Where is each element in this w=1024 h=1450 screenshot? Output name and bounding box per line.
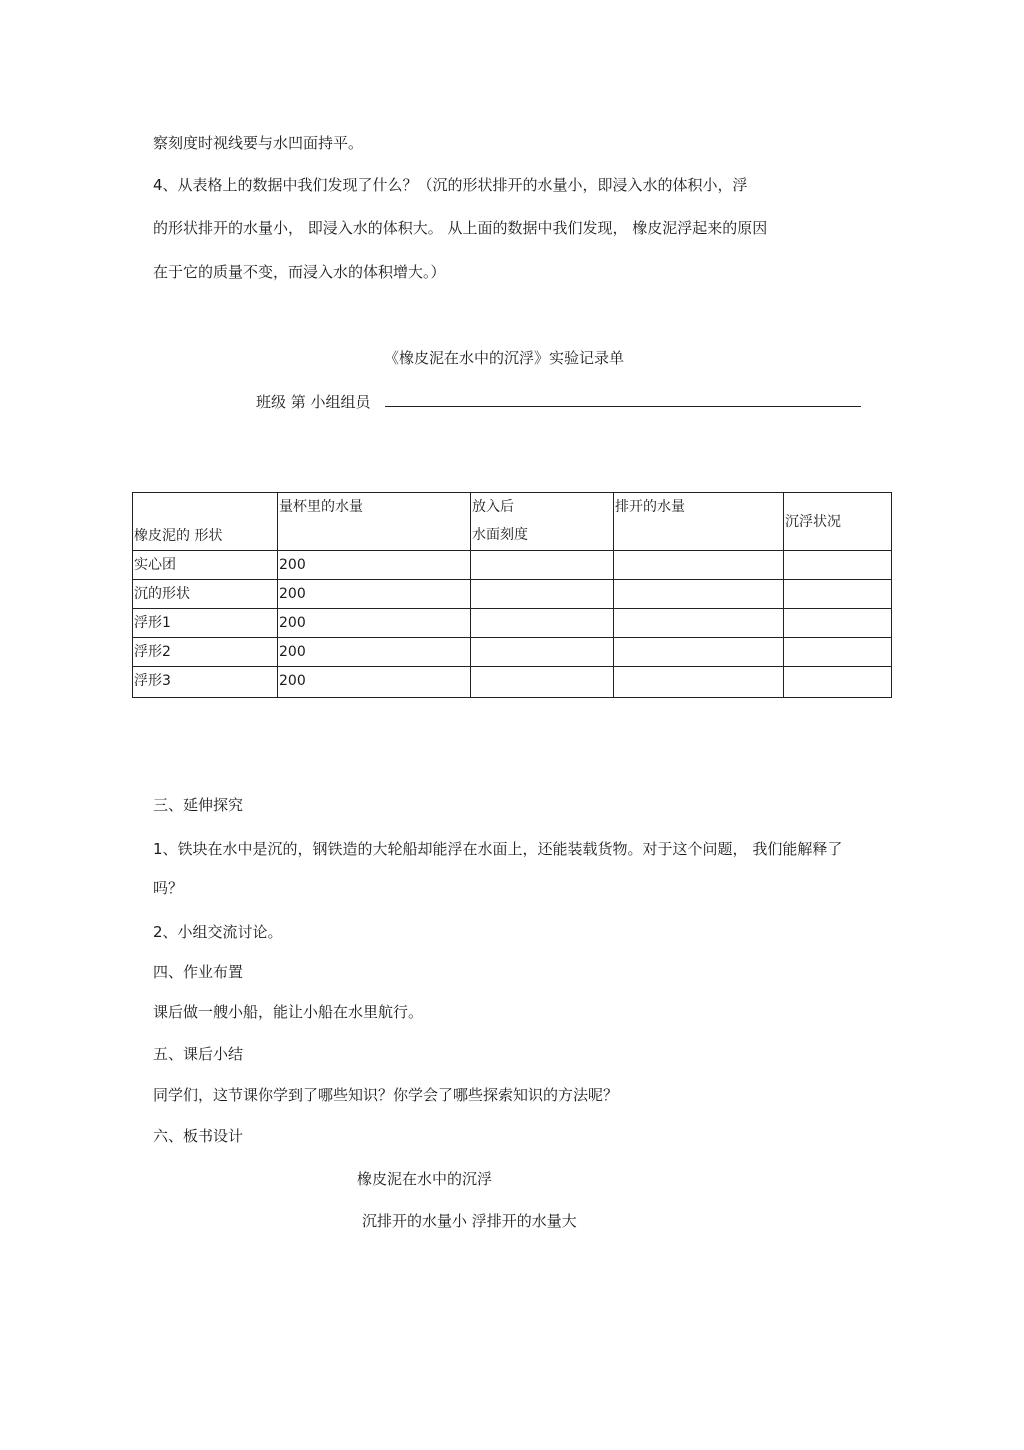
board-line: 沉排开的水量小 浮排开的水量大 bbox=[362, 1212, 577, 1230]
paragraph-observe: 察刻度时视线要与水凹面持平。 bbox=[153, 134, 364, 152]
cell-displaced bbox=[614, 580, 784, 609]
section-4-text: 课后做一艘小船，能让小船在水里航行。 bbox=[153, 1003, 424, 1021]
cell-status bbox=[784, 638, 892, 667]
cell-status bbox=[784, 667, 892, 698]
header-after bbox=[471, 493, 614, 551]
section-6-heading: 六、板书设计 bbox=[153, 1127, 244, 1145]
cell-water: 200 bbox=[278, 609, 471, 638]
table-row bbox=[133, 638, 892, 667]
board-title: 橡皮泥在水中的沉浮 bbox=[357, 1170, 493, 1188]
cell-displaced bbox=[614, 667, 784, 698]
header-status-label: 沉浮状况 bbox=[785, 513, 841, 530]
cell-water: 200 bbox=[278, 667, 471, 698]
cell-after bbox=[471, 638, 614, 667]
cell-displaced bbox=[614, 638, 784, 667]
cell-after bbox=[471, 551, 614, 580]
cell-status bbox=[784, 580, 892, 609]
table-row bbox=[133, 580, 892, 609]
table-header-row bbox=[133, 493, 892, 551]
section-3-item-2: 2、小组交流讨论。 bbox=[153, 923, 283, 941]
cell-after bbox=[471, 609, 614, 638]
cell-status bbox=[784, 551, 892, 580]
cell-displaced bbox=[614, 609, 784, 638]
cell-shape: 浮形2 bbox=[133, 638, 278, 667]
cell-shape: 沉的形状 bbox=[133, 580, 278, 609]
question-4-line-1: 4、从表格上的数据中我们发现了什么？（沉的形状排开的水量小，即浸入水的体积小，浮 bbox=[153, 176, 748, 194]
header-after-line-1: 放入后 bbox=[472, 499, 514, 515]
header-displaced-label: 排开的水量 bbox=[615, 499, 685, 515]
header-water-label: 量杯里的水量 bbox=[279, 499, 363, 515]
section-3-item-1-line-1: 1、铁块在水中是沉的，钢铁造的大轮船却能浮在水面上，还能装载货物。对于这个问题， 我们能解释了 bbox=[153, 840, 843, 858]
cell-water: 200 bbox=[278, 580, 471, 609]
record-table bbox=[132, 492, 892, 698]
section-4-heading: 四、作业布置 bbox=[153, 963, 244, 981]
header-after-line-2: 水面刻度 bbox=[472, 527, 528, 543]
cell-after bbox=[471, 580, 614, 609]
cell-shape: 浮形1 bbox=[133, 609, 278, 638]
cell-shape: 实心团 bbox=[133, 551, 278, 580]
table-row bbox=[133, 551, 892, 580]
cell-after bbox=[471, 667, 614, 698]
class-group-label: 班级 第 小组组员 bbox=[256, 393, 371, 411]
header-shape-label: 橡皮泥的 形状 bbox=[134, 528, 223, 544]
section-3-item-1-line-2: 吗？ bbox=[153, 879, 184, 897]
question-4-line-3: 在于它的质量不变，而浸入水的体积增大。） bbox=[153, 263, 446, 281]
header-water bbox=[278, 493, 471, 551]
cell-shape: 浮形3 bbox=[133, 667, 278, 698]
cell-status bbox=[784, 609, 892, 638]
header-status bbox=[784, 493, 892, 551]
member-underline bbox=[385, 406, 861, 407]
table-row bbox=[133, 609, 892, 638]
header-shape bbox=[133, 493, 278, 551]
table-row bbox=[133, 667, 892, 698]
record-sheet-title: 《橡皮泥在水中的沉浮》实验记录单 bbox=[384, 349, 625, 367]
cell-water: 200 bbox=[278, 638, 471, 667]
question-4-line-2: 的形状排开的水量小， 即浸入水的体积大。 从上面的数据中我们发现， 橡皮泥浮起来的原因 bbox=[153, 219, 768, 237]
header-displaced bbox=[614, 493, 784, 551]
cell-displaced bbox=[614, 551, 784, 580]
section-5-heading: 五、课后小结 bbox=[153, 1045, 244, 1063]
cell-water: 200 bbox=[278, 551, 471, 580]
section-3-heading: 三、延伸探究 bbox=[153, 796, 244, 814]
section-5-text: 同学们，这节课你学到了哪些知识？你学会了哪些探索知识的方法呢？ bbox=[153, 1086, 619, 1104]
